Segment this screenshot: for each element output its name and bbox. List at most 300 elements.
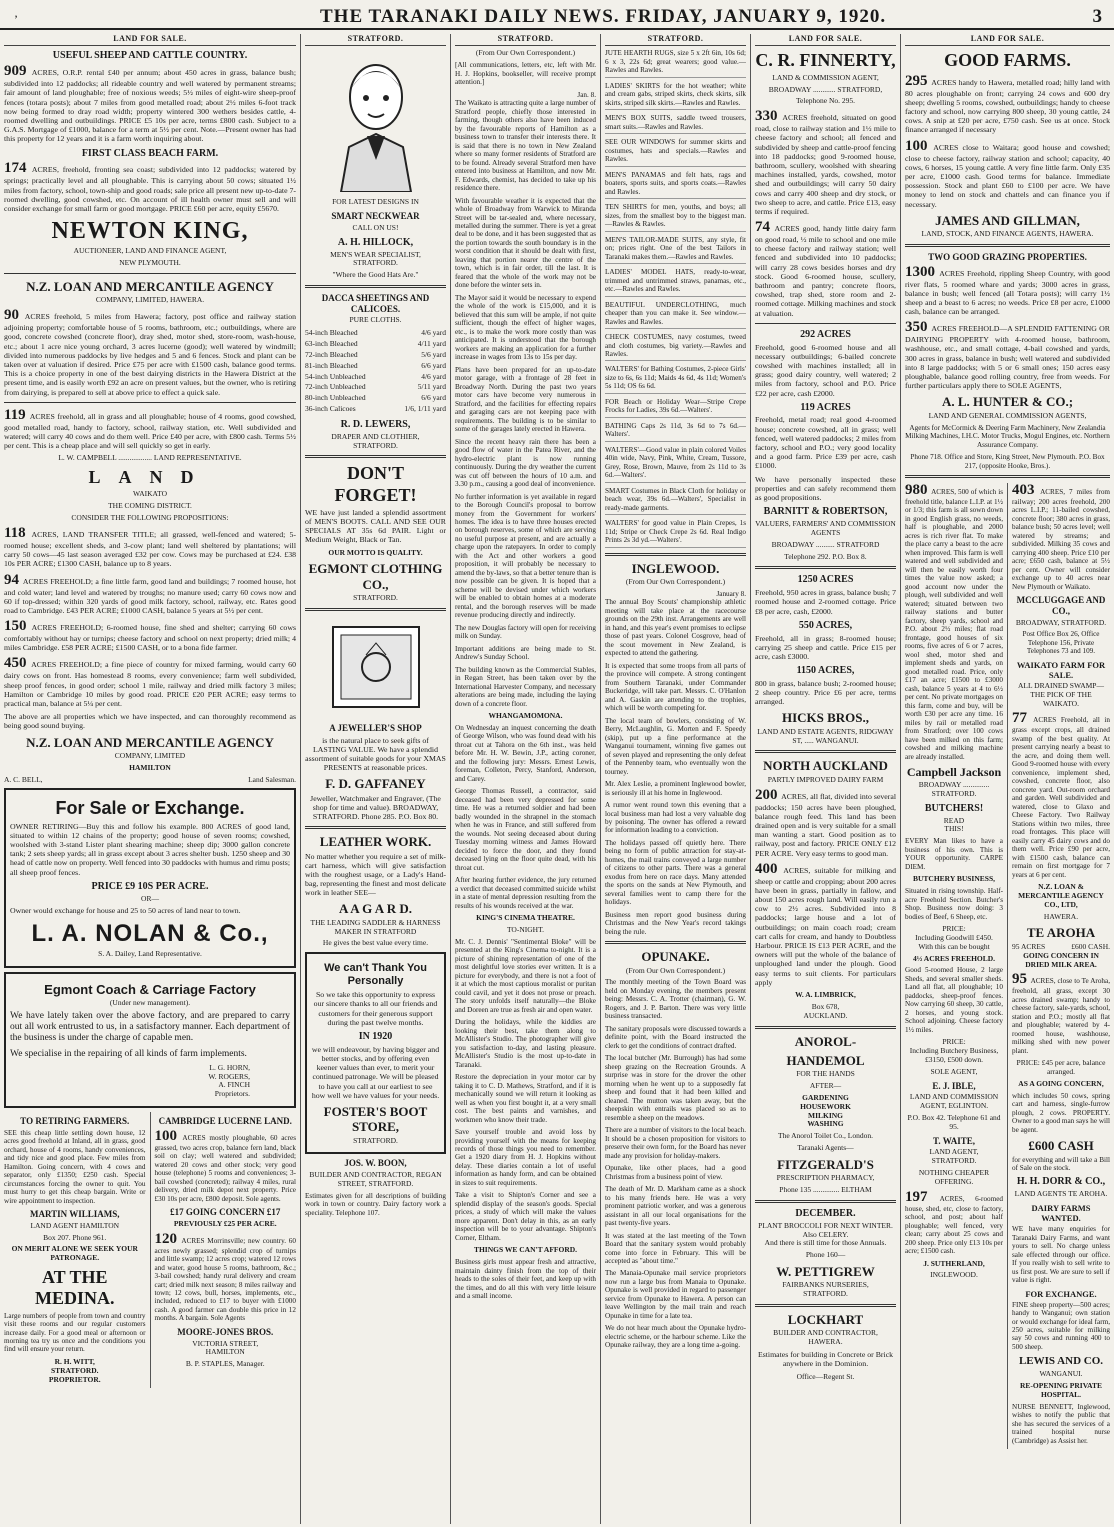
classified-item: LADIES' MODEL HATS, ready-to-wear, trimmed and untrimmed straws, panamas, etc., etc.—Rawles and Rawles. — [605, 268, 746, 296]
agent-name: NEWTON KING, — [51, 218, 249, 245]
news-text: Restore the depreciation in your motor car by taking it to C. D. Mathews, Stratford, and if it is mechanically sound we will return it looking as well as when you first bought it, at a very small cost. The best paints and varnishes, and workmen who know their trade. — [455, 1073, 596, 1124]
price-row — [305, 361, 446, 372]
acreage: 150 — [4, 618, 27, 635]
price-row — [305, 382, 446, 393]
agent-sub: Box 207. Phone 961. — [43, 1232, 107, 1242]
agent-sub: INGLEWOOD. — [930, 1270, 978, 1280]
news-text: We do not hear much about the Opunake hydro-electric scheme, or the harbour scheme. Like the Opunake railway, they are a long time a-going. — [605, 1324, 746, 1350]
agent-name: MCCLUGGAGE AND CO., — [1016, 595, 1106, 616]
agent-sub: VALUERS, FARMERS' AND COMMISSION AGENTS — [755, 518, 896, 537]
cloth-name: 80-inch Unbleached — [305, 393, 366, 403]
acreage: 200 — [755, 786, 778, 803]
ad-body: Situated in rising township. Half-acre Freehold Section. Butcher's Shop. Business now doing: 3 bodies of Beef, 6 Sheep, etc. — [905, 887, 1003, 921]
split-block — [905, 483, 1110, 1449]
cloth-price: 4/6 yard — [421, 371, 446, 381]
news-text: George Thomas Russell, a contractor, said deceased had been very depressed for some time. He was a returned soldier and had been badly wounded in the shrapnel in the stomach when he was in France, and still suffered from the wounds. Not seeing deceased about during Tuesday morning witness and James Howard decided to force the door, and they found deceased lying on the floor quite dead, with his throat cut. — [455, 787, 596, 872]
agent-sub: Post Office Box 26, Office Telephone 156, Private Telephones 73 and 109. — [1022, 630, 1100, 656]
ad-body: We have personally inspected these properties and can safely recommend them as good propositions. — [755, 474, 896, 502]
jewel-case-icon — [321, 617, 431, 717]
classified-item: TEN SHIRTS for men, youths, and boys; all sizes, from the smallest boy to the biggest man.—Rawles & Rawles. — [605, 203, 746, 231]
news-text: It is expected that some troops from all parts of the province will compete. A strong contingent from Southern Taranaki, under Commander Buckeridge, will take part. Messrs. C. O'Hanlon and A. Gaskin are attending to the trophies, which will be worth competing for. — [605, 661, 746, 713]
ad-text — [905, 265, 1110, 317]
agent-name: JOS. W. BOON, — [344, 1158, 407, 1169]
news-text: Take a visit to Shipton's Corner and see a splendid display of the season's goods. Special prices, a study of which will make the values more apparent. Don't delay in this, as an early inspection will be to your advantage. Shipton's Corner, Eltham. — [455, 1191, 596, 1242]
column-2 — [300, 34, 450, 1524]
agent-sub: B. P. STAPLES, Manager. — [185, 1359, 265, 1369]
agent-sub: VICTORIA STREET, HAMILTON — [192, 1338, 259, 1357]
agent-name: W. PETTIGREW — [776, 1264, 875, 1280]
ad-body: ACRES Morrinsville; new country. 60 acres newly grassed; splendid crop of turnips and little swamp; 12 acres crop; watered 12 rows and water, good house 5 rooms, bathroom, &c.; 3-bail cowshed; handy rural delivery and cream cart; dried milk next season; 8 miles railway and town; 12 cows, bull, horses, implements, etc., included, reduced to £17 to buyer with £1000 cash. A good farmer can double this price in 12 months. A bargain. Sole Agents — [154, 1236, 296, 1323]
bottom-split — [4, 1112, 296, 1387]
acreage: 95 — [1012, 971, 1027, 988]
classified-item: LADIES' SKIRTS for the hot weather; white and cream gabs, striped skirts, check skirts, silk skirts, striped silk skirts.—Rawles and Rawles. — [605, 82, 746, 110]
classified-list — [605, 49, 746, 547]
cloth-price: 4/6 yard — [421, 328, 446, 338]
agent-sub: WANGANUI. — [1039, 1369, 1083, 1379]
news-text: The death of Mr. D. Markham came as a shock to his many friends here. He was a very prominent patriotic worker, and was a generous assistant in all our local organisations for the past twenty-five years. — [605, 1185, 746, 1228]
price-row — [305, 404, 446, 415]
ad-text — [4, 161, 296, 213]
ad-text — [755, 788, 896, 858]
classified-item: SEE OUR WINDOWS for summer skirts and costumes, hats and specials.—Rawles and Rawles. — [605, 138, 746, 166]
subhead: THINGS WE CAN'T AFFORD. — [473, 1245, 578, 1255]
representative: L. W. CAMPBELL .................. LAND REPRESENTATIVE. — [58, 453, 242, 463]
ad-heading: NOTHING CHEAPER OFFERING. — [918, 1167, 990, 1186]
column-3 — [450, 34, 600, 1524]
column-head: LAND FOR SALE. — [755, 34, 896, 46]
ad-heading: SMART NECKWEAR — [331, 211, 420, 222]
ad-body: ACRES Freehold, rippling Sheep Country, with good river flats, 5 roomed whare and yards; 3000 acres in grass, balance in bush; well fenced (all Totara posts); will carry 1½ sheep and a beast to 6 acres; no weeds. Price £8 per acre, £1000 cash, balance can be arranged. — [905, 268, 1110, 317]
ad-body: We have lately taken over the above factory, and are prepared to carry out all work entrusted to us, in a satisfactory manner. Each department of the business is under the charge of capable men. — [10, 1010, 290, 1044]
masthead — [0, 0, 1114, 30]
acres: 95 ACRES — [1012, 941, 1046, 951]
ad-heading: 292 ACRES — [800, 328, 851, 340]
agent-name: HICKS BROS., — [781, 710, 870, 726]
ad-text: CALL ON US! — [352, 222, 399, 232]
jewellery-illustration — [321, 617, 431, 717]
ad-heading: TWO GOOD GRAZING PROPERTIES. — [928, 251, 1087, 262]
ad-text — [1012, 711, 1110, 879]
agent-sub: BROADWAY .............. STRATFORD. — [918, 780, 990, 798]
cloth-name: 54-inch Unbleached — [305, 371, 366, 381]
ad-text — [905, 1190, 1003, 1256]
ad-body: ACRES, close to Te Aroha, freehold, all grass, except 30 acres drained swamp; handy to cheese factory, sale-yards, school, station and P.O.; mostly all flat and ploughable; watered by 4-roomed house, washhouse, milking shed with new power plant. — [1012, 977, 1110, 1055]
byline: (From Our Own Correspondent.) — [625, 577, 726, 587]
classified-item: WALTERS' for Bathing Costumes, 2-piece Girls' size to 6s, 6s 11d; Maids 4s 6d, 4s 11d; Women's 5s 11d; OS 6s 6d. — [605, 365, 746, 393]
ad-body: ACRES freehold, all in grass and all ploughable; house of 4 rooms, good cowshed, good metalled road, handy to factory, school, railway station, etc. Well subdivided and watered; will carry 40 cows and do them well. Price £40 per acre, with £800 cash. Terms 5½ per cent. This is a cheap place and will sell quickly so get in early. — [4, 411, 296, 451]
byline: (From Our Own Correspondent.) — [625, 965, 726, 975]
ad-body: NURSE BENNETT, Inglewood, wishes to notify the public that she has secured the services of a trained hospital nurse (Cambridge) as Assist her. — [1012, 1402, 1110, 1445]
news-text: There are a number of visitors to the local beach. It should be a chosen proposition for visitors to preserve their own form, for the Board has never made any provision for holiday-makers. — [605, 1126, 746, 1160]
signature: Land Salesman. — [248, 774, 296, 784]
ad-body: Estimates given for all descriptions of building work in town or country. Dairy factory work a speciality. Telephone 107. — [305, 1191, 446, 1217]
subhead: KING'S CINEMA THEATRE. — [476, 913, 575, 923]
section-heading: INGLEWOOD. — [631, 560, 720, 576]
ad-body: Owner would exchange for house and 25 to 50 acres of land near to town. — [10, 906, 241, 916]
agent-name: F. D. GAFFANEY — [325, 776, 426, 792]
dateline: January 8. — [716, 589, 746, 598]
land-sub: CONSIDER THE FOLLOWING PROPOSITIONS: — [71, 513, 229, 523]
ad-text — [4, 64, 296, 143]
ad-body: WE have many enquiries for Taranaki Dairy Farms, and want yours to sell. No charge unless sale effected through our office. If you really wish to sell write to us first post. We are sure to sell if value is right. — [1012, 1225, 1110, 1285]
page-number: 3 — [1092, 6, 1102, 27]
ad-body: ACRES, suitable for milking and sheep or cattle and cropping; about 200 acres have been in grass, partially in fallow, and about 150 acres rough land. Will easily run a cow to 2½ acres. Subdivided into 8 paddocks; large house and a lot of outbuildings; on main coach road; cream cart calls for cream, and handy to Doubtless Harbour. PRICE IS £13 PER ACRE, and the owners will put the whole of the balance of unploughed land under the plough. Good easy terms to suit clients. For particulars apply — [755, 865, 896, 987]
thanks-box — [305, 952, 446, 1154]
product-name: ANOROL- — [794, 1033, 857, 1049]
agent-sub: LAND AGENTS TE AROHA. — [1014, 1189, 1108, 1199]
ad-body: ACRES handy to Hawera, metalled road; hilly land with 80 acres ploughable on front; carrying 24 cows and 600 dry sheep; dwelling 5 rooms, cowshed, outbuildings; handy to cheese factory and school, now carrying 800 sheep, 30 young cattle, 24 cows. A snip at £20 per acre, £750 cash. See us at once. Stock finance arranged if necessary — [905, 77, 1110, 135]
cloth-price: 6/6 yard — [421, 360, 446, 370]
ad-heading: 119 ACRES — [800, 401, 851, 413]
proprietors: L. G. HORN, W. ROGERS, A. FINCH Proprietors. — [208, 1062, 250, 1099]
ad-sub: PURE CLOTHS. — [349, 315, 402, 325]
land-heading: LAND — [88, 467, 212, 488]
acreage: 100 — [154, 1127, 177, 1144]
news-text: The Waikato is attracting quite a large number of Stratford people, chiefly those interested in farming, though others also have been induced by the favourable reports of Hamilton as a business town to transfer their interests there. It is said that there is no town in New Zealand where so many former residents of Stratford are to be found. Already several Stratford men have entered into business at Hamilton, and now Mr. F. Edwards, chemist, has decided to take up his residence there. — [455, 99, 596, 193]
news-text: The new Douglas factory will open for receiving milk on Sunday. — [455, 623, 596, 641]
rule — [605, 553, 746, 556]
ad-body: ACRES, 7 miles from railway; 200 acres freehold, 200 acres L.I.P.; 11-bailed cowshed, concrete floor; 380 acres in grass, balance bush; 50 acres level; well watered by streams; and subdivided. Milking 35 cows and carrying 400 sheep. Price £10 per acre; £650 cash, balance at 5½ per cent. Owner will consider exchange up to 40 acres near New Plymouth or Waikato. — [1012, 487, 1110, 591]
agent-sub: HAMILTON — [129, 762, 171, 772]
ad-body: ACRES, 6-roomed house, shed, etc, close to factory, school, and post; about half ploughable; well fenced, very clean; carry about 25 cows and 200 sheep. Price only £13 10s per acre; £1500 cash. — [905, 1194, 1004, 1256]
agent-name: A. L. HUNTER & CO.; — [941, 394, 1074, 410]
ad-body: ACRES, O.R.P. rental £40 per annum; about 450 acres in grass, balance bush; subdivided into 12 paddocks; all rideable country and well watered by permanent streams; fair amount of land ploughable; free of noxious weeds; 5½ miles of eight-wire sheep-proof fences (totara posts); about 7 miles from good metalled road; about 2½ miles 6-foot track now being formed to dray road width; property wintered 300 wethers besides cattle, 4-roomed dwelling and outbuildings. PRICE £5 10s per acre, terms £800 cash. Subject to a G.A.S. Mortgage of £1000, balance for a term at 5½ per cent. Note.—Present owner has had this property for 12 years and it is a farm worth inquiring about. — [4, 68, 296, 144]
land-sub: WAIKATO — [132, 489, 168, 499]
news-text: A rumor went round town this evening that a local business man had lost a very valuable dog by poisoning. The owner has offered a reward for information leading to a conviction. — [605, 801, 746, 835]
product-sub: AFTER— — [809, 1081, 842, 1091]
acreage: 120 — [154, 1230, 177, 1247]
price: PRICE: £45 per acre, balance arranged. — [1016, 1058, 1106, 1077]
news-text: The local butcher (Mr. Burrough) has had some sheep grazing on the Recreation Grounds. A surprise was in store for the drover the other morning when he went up to a supposedly fat sheep and found that it had been killed and cleaned. The mutton was taken away, but the sheepskin with entrails was placed so as to resemble a sheep on the meadows. — [605, 1054, 746, 1122]
agent-name: MARTIN WILLIAMS, — [29, 1209, 120, 1220]
acreage: 1300 — [905, 263, 935, 280]
acreage: 197 — [905, 1188, 928, 1205]
acreage: 119 — [4, 406, 26, 423]
land-sub: THE COMING DISTRICT. — [108, 501, 192, 511]
ad-body: is the natural place to seek gifts of LASTING VALUE. We have a splendid assortment of suitable goods for your XMAS PRESENTS at reasonable prices. — [305, 735, 446, 773]
acreage: 350 — [905, 319, 928, 336]
classified-item: FOR Beach or Holiday Wear—Stripe Crepe Frocks for Ladies, 39s 6d.—Walters'. — [605, 398, 746, 418]
ad-heading: RE-OPENING PRIVATE HOSPITAL. — [1019, 1381, 1103, 1400]
cloth-name: 72-inch Unbleached — [305, 382, 366, 392]
right-half — [1007, 483, 1110, 1449]
price: £600 CASH. — [1071, 941, 1110, 951]
classified-item: MEN'S BOX SUITS, saddle tweed trousers, smart suits.—Rawles and Rawles. — [605, 114, 746, 134]
ad-text — [905, 74, 1110, 135]
acreage: 400 — [755, 860, 778, 877]
product-sub: FOR THE HANDS — [796, 1069, 855, 1079]
agent-sub: COMPANY, LIMITED — [114, 750, 186, 760]
ad-heading: 1250 ACRES — [797, 574, 854, 586]
right-half — [150, 1112, 297, 1387]
ad-heading: 1150 ACRES, — [796, 665, 855, 677]
rule — [4, 273, 296, 274]
agent-name: H. H. DORR & CO., — [1016, 1176, 1106, 1188]
agent-name: A A G A R D. — [339, 901, 412, 917]
price-row — [305, 350, 446, 361]
agent-sub: THE LEADING SADDLER & HARNESS MAKER IN STRATFORD — [310, 917, 441, 936]
news-text: Mr. C. J. Dennis' "Sentimental Bloke" will be presented at the King's Cinema to-night. It is a picture of shining representation of one of the most delightful love stories ever written. It is a picture for everybody, and there is not a foot of it at which the most captious moralist or puritan could cavil, and yet it does not prose or preach. The story unfolds itself naturally—the Bloke and Doreen are true as fresh air and open water. — [455, 937, 596, 1014]
section-heading: OPUNAKE. — [641, 949, 710, 965]
agent-name: J. SUTHERLAND, — [923, 1258, 985, 1268]
ad-sub: ALL DRAINED SWAMP—THE PICK OF THE WAIKATO. — [1018, 680, 1104, 708]
cloth-price: 5/6 yard — [421, 349, 446, 359]
agent-sub: BUILDER AND CONTRACTOR, REGAN STREET, STRATFORD. — [309, 1170, 442, 1188]
ad-sub: READ THIS! — [943, 815, 965, 834]
price-row — [305, 372, 446, 383]
price-row — [305, 393, 446, 404]
column-4 — [600, 34, 750, 1524]
tagline: "Where the Good Hats Are." — [332, 270, 419, 280]
ad-body: ACRES freehold, 5 miles from Hawera; factory, post office and railway station adjoining property; comfortable house of 5 rooms, bathroom, etc.; outbuildings, where are good, concrete cowshed (concrete floor), dray shed, motor shed, store-room, wash-house, etc.; about 1 acre nice young orchard, 3 acres lucerne (good); well watered by windmill; divided into numerous paddocks by live hedges and 5 and 6 fences. Stock and plant can be taken over at valuation if desired. Price £75 per acre with £1500 cash, balance good terms. This is a choice property in one of the best dairying districts in the Hawera District at the present time, and is easily worth £92 an acre on present values, but the owner, who is retiring from dairying, is prepared to sell at above price to effect a quick sale. — [4, 312, 296, 397]
agent-sub: MEN'S WEAR SPECIALIST, STRATFORD. — [330, 249, 421, 268]
agent-name: W. A. LIMBRICK, — [795, 989, 856, 999]
product-sub: Taranaki Agents— — [797, 1143, 854, 1153]
ad-heading: USEFUL SHEEP AND CATTLE COUNTRY. — [52, 50, 248, 62]
product-name: HANDEMOL — [786, 1052, 865, 1068]
ad-body: ACRES, all flat, divided into several paddocks; 150 acres have been ploughed, balance rough feed. This land has been drained open and is very suitable for a small man wanting a start. Good position as to railway, post and factory. PRICE ONLY £12 PER ACRE. Very easy terms to good man. — [755, 791, 896, 858]
news-text: The local team of bowlers, consisting of W. Berry, McLaughlin, G. Morten and F. Speedy (skip), put up a fine performance at the Wanganui tournament, winning five games out of seven played and representing the only defeat of the Pennenby team, who eventually won the tourney. — [605, 716, 746, 776]
ad-body: Estimates for building in Concrete or Brick anywhere in the Dominion. — [757, 1350, 894, 1369]
classified-item: WALTERS' for good value in Plain Crepes, 1s 11d; Stripe or Check Crepe 2s 6d. Real Indigo Prints 2s 3d yd.—Walters'. — [605, 519, 746, 547]
ad-heading: DAIRY FARMS WANTED. — [1031, 1203, 1091, 1224]
news-text: Opunake, like other places, had a good Christmas from a business point of view. — [605, 1164, 746, 1181]
column-head: STRATFORD. — [605, 34, 746, 46]
ad-text — [1012, 483, 1110, 591]
news-text: No further information is yet available in regard to the Borough Council's proposal to borrow money from the Government for workers' homes. The idea is to have three houses erected on borough reserves, some of which are serving no useful purpose at present, and are actually a charge upon the ratepayers. In order to comply with the Act and other workers a good proposition, it will probably be necessary to amend the by-laws, so that a better tenure than is now possible can be given. It is hoped that a scheme will be devised under which workers will be enabled to obtain homes at a moderate rental, and the borough reserves will be made revenue producing directly and indirectly. — [455, 492, 596, 620]
agent-name: Campbell Jackson — [906, 765, 1002, 779]
news-text: On Wednesday an inquest concerning the death of George Wilson, who was found dead with his throat cut at Tahora on the 6th inst., was held before Mr. H. W. Bewin, J.P., acting coroner, and the following jury: Messrs. Ernest Lewis, foreman, Colleton, Percy, Stanford, Anderson, and Carey. — [455, 724, 596, 783]
signature-row — [4, 776, 296, 785]
cloth-name: 63-inch Bleached — [305, 338, 358, 348]
ad-text — [155, 1232, 297, 1323]
agent-name: JAMES AND GILLMAN, — [935, 212, 1080, 228]
acreage: 174 — [4, 160, 27, 177]
agent-sub: BROADWAY, STRATFORD. — [1015, 617, 1107, 627]
column-head: LAND FOR SALE. — [4, 34, 296, 46]
agent-name: L. A. NOLAN & Co., — [31, 919, 269, 947]
ad-body: for everything and will take a Bill of Sale on the stock. — [1012, 1155, 1110, 1172]
ad-text — [755, 109, 896, 216]
acreage: 450 — [4, 655, 27, 672]
ad-heading: LEATHER WORK. — [319, 834, 432, 850]
ad-text — [4, 619, 296, 652]
price-row — [305, 328, 446, 339]
agent-sub: NEW PLYMOUTH. — [119, 258, 181, 268]
agent-name: LEWIS AND CO. — [1018, 1355, 1104, 1368]
ad-heading: AT THE MEDINA. — [35, 1267, 115, 1309]
ad-sub: GOING CONCERN IN DRIED MILK AREA. — [1023, 950, 1099, 969]
ad-body: 800 in grass, balance bush; 2-roomed house; 2 sheep country. Price £6 per acre, terms arranged. — [755, 678, 896, 707]
ad-heading: 4½ ACRES FREEHOLD. — [912, 953, 996, 963]
dateline: Jan. 8. — [577, 90, 596, 99]
agent-sub: LAND, STOCK, AND FINANCE AGENTS, HAWERA. — [921, 229, 1094, 239]
ad-heading: DECEMBER. — [795, 1207, 856, 1219]
agent-sub: P.O. Box 42. Telephone 61 and 95. — [907, 1112, 1001, 1131]
agent-name: BARNITT & ROBERTSON, — [763, 506, 888, 518]
acreage: 295 — [905, 72, 928, 89]
ad-text: FOR LATEST DESIGNS IN — [332, 197, 419, 207]
signature: R. H. WITT, STRATFORD. PROPRIETOR. — [48, 1356, 101, 1384]
ad-body: ACRES, freehold, fronting sea coast; subdivided into 12 paddocks; watered by springs; practically level and all ploughable. This is carrying about 50 cows; situated 1½ miles from factory, school, town-ship and good roads; sale price all present new up-to-date 7-roomed dwelling, good cowshed, etc. On account of ill health owner must sell and will consider exchange for small farm or good mortgage. PRICE £60 per acre, equity £5670. — [4, 165, 296, 213]
ad-text — [4, 408, 296, 451]
ad-heading: DON'T FORGET! — [334, 463, 417, 505]
news-text: The Manaia-Opunake mail service proprietors now run a large bus from Manaia to Opunake. Opunake is well provided in regard to passenger service from Opunake to Hawera. A person can leave Wellington by the mail train and reach Opunake in time for a late tea. — [605, 1269, 746, 1320]
agent-name: N.Z. LOAN AND MERCANTILE AGENCY — [26, 734, 274, 750]
cloth-name: 81-inch Bleached — [305, 360, 358, 370]
cloth-price: 1/6, 1/11 yard — [404, 404, 446, 414]
box-heading: For Sale or Exchange. — [55, 798, 245, 819]
ad-body: ACRES freehold, situated on good road, close to railway station and 1½ mile to cheese factory and school; all fenced and subdivided by sheep and cattle-proof fencing into 18 paddocks; good 9-roomed house, bathroom, scullery, woolshed with shearing machines installed, yards, cowshed, motor shed and outbuildings; will carry 50 dairy cows and carry 400 sheep and dry stock, or two sheep to acre, and cattle. Price £13, easy terms if required. — [755, 113, 896, 216]
ad-heading: WAIKATO FARM FOR SALE. — [1016, 659, 1106, 680]
cloth-price: 4/11 yard — [417, 338, 446, 348]
news-text: Since the recent heavy rain there has been a good flow of water in the Patea River, and the hydro-electric plant is now running continuously. During the dry weather the current was cut off between the hours of 10 a.m. and 3.30 p.m., causing a good deal of inconvenience. — [455, 437, 596, 489]
subhead: TO-NIGHT. — [506, 925, 544, 935]
news-text: Plans have been prepared for an up-to-date motor garage, with a frontage of 28 feet in Broadway North. During the past two years motor cars have become very numerous in Stratford, and the facilities for effecting repairs and garaging cars are not keeping pace with requirements. The building is to be similar to some of the garages lately erected in Hawera. — [455, 365, 596, 434]
man-portrait-illustration — [321, 52, 431, 192]
factory-box — [4, 972, 296, 1108]
agent-sub: STRATFORD. — [353, 593, 398, 603]
news-text: Mr. Alex Leslie, a prominent Inglewood bowler, is seriously ill at his home in Inglewood. — [605, 780, 746, 797]
ad-heading: TO RETIRING FARMERS. — [20, 1116, 130, 1127]
news-text: During the holidays, while the kiddies are looking their best, take them along to McAllister's Studio. The photographer will give you satisfaction to-day, and lasting pleasure. McAllister's Studio is the most up-to-date in Taranaki. — [455, 1018, 596, 1069]
agent-sub: LAND & COMMISSION AGENT, — [772, 72, 879, 82]
rule — [305, 608, 446, 611]
ad-text — [905, 139, 1110, 209]
acreage: 74 — [755, 219, 770, 236]
masthead-title: THE TARANAKI DAILY NEWS. FRIDAY, JANUARY 9, 1920. — [320, 6, 887, 27]
ad-heading: BUTCHERY BUSINESS, — [913, 874, 995, 884]
cloth-name: 54-inch Bleached — [305, 328, 358, 338]
box-heading: We can't Thank You Personally — [324, 962, 427, 988]
ad-text — [155, 1129, 297, 1203]
ad-heading: TE AROHA — [1026, 925, 1096, 941]
rule — [755, 566, 896, 569]
ad-body: No matter whether you require a set of milk-cart harness, which will give satisfaction with the roughest usage, or a Lady's Hand-bag, representing the finest and most delicate work in leather SEE— — [305, 851, 446, 898]
ad-heading: A JEWELLER'S SHOP — [329, 722, 422, 733]
news-text: The building known as the Commercial Stables, in Regan Street, has been taken over by the International Harvester Company, and necessary alterations are being made, including the laying down of a concrete floor. — [455, 665, 596, 708]
rule — [305, 455, 446, 458]
agent-sub: Office—Regent St. — [796, 1371, 855, 1381]
ad-heading: 550 ACRES, — [798, 619, 853, 631]
rule — [755, 1026, 896, 1029]
agent-sub: Telephone No. 295. — [795, 96, 856, 106]
ad-heading: FOR EXCHANGE. — [1025, 1288, 1097, 1299]
ad-text — [905, 320, 1110, 390]
price: PREVIOUSLY £25 PER ACRE. — [173, 1218, 277, 1228]
column-1 — [0, 34, 300, 1524]
acreage: 330 — [755, 108, 778, 125]
rule — [905, 244, 1110, 247]
rule — [305, 826, 446, 829]
classified-item: BATHING Caps 2s 11d, 3s 6d to 7s 6d.—Walters'. — [605, 422, 746, 442]
agent-sub: STRATFORD. — [353, 1135, 398, 1145]
ad-heading: NORTH AUCKLAND — [763, 758, 888, 774]
ad-body: FINE sheep property—500 acres; handy to Wanganui; own station or would exchange for ideal farm, 250 acres, suitable for milking say 50 cows and running 400 to 500 sheep. — [1012, 1300, 1110, 1351]
rule — [755, 323, 896, 324]
price: PRICE £9 10S PER ACRE. — [91, 880, 209, 892]
rule — [755, 750, 896, 753]
ad-body: ACRES FREEHOLD—A SPLENDID FATTENING OR DAIRYING PROPERTY with 4-roomed house, bathroom, washhouse, etc., and small cottage, 4-bail cowshed and yards, 300 acres in grass, balance in bush; well watered and subdivided into 8 large paddocks; with 5 or 6 small ones; 150 acres easy ploughable, balance good rolling country, free from weeds. For further particulars apply there to SOLE AGENTS, — [905, 324, 1110, 391]
classified-item: CHECK COSTUMES, navy costumes, tweed and cloth costumes, big variety.—Rawles and Rawles. — [605, 333, 746, 361]
ad-body: which includes 50 cows, spring cart and harness, single-furrow plough, 2 cows. PROPERTY. Owner to a good man says he will be agent. — [1012, 1091, 1111, 1134]
ad-body: Phone 160— — [805, 1250, 846, 1260]
ad-text — [755, 220, 896, 318]
acreage: 100 — [905, 137, 928, 154]
price: PRICE: Including Butchery Business, £3150, £500 down. — [909, 1037, 999, 1064]
cloth-price: 5/11 yard — [417, 382, 446, 392]
box-heading: Egmont Coach & Carriage Factory — [44, 981, 256, 997]
ad-body: We specialise in the repairing of all kinds of farm implements. — [10, 1048, 247, 1059]
news-text: Important additions are being made to St. Andrew's Sunday School. — [455, 644, 596, 662]
agent-name: R. D. LEWERS, — [340, 418, 411, 430]
agent-sub: LAND AGENT HAMILTON — [30, 1220, 120, 1230]
ad-text: The above are all properties which we have inspected, and can thoroughly recommend as being good sound buying. — [4, 712, 296, 731]
agent-name: LOCKHART — [787, 1312, 864, 1328]
agent-sub: S. A. Dailey, Land Representative. — [98, 948, 202, 958]
price: £17 GOING CONCERN £17 — [170, 1207, 281, 1218]
ad-body: PLANT BROCCOLI FOR NEXT WINTER. Also CELERY. And there is still time for those Annuals. — [758, 1220, 893, 1248]
agent-sub: DRAPER AND CLOTHIER, STRATFORD. — [331, 431, 420, 450]
classified-item: MEN'S PANAMAS and felt hats, rags and boaters, sports suits, and sports coats.—Rawles and Rawles. — [605, 171, 746, 199]
agent-name: EGMONT CLOTHING CO., — [308, 561, 443, 592]
rule — [605, 941, 746, 944]
ad-body: ACRES, 500 of which is freehold title, balance L.I.P. at 1½ or 1/3; this farm is all sown down in good English grass, no weeds, half is ploughable, and 2000 acres is rich river flat. To make the place carry a beast to the acre when improved. This farm is well watered and well subdivided and will then be easily worth four times the value now asked; a good account now under the plough, well subdivided and well watered; situated between two railway stations and butter factory, sheep yards, school and P.O. about 2½ miles; flat road frontage, good houses of six rooms, five acres of 6 or 7 acres, wool shed, motor shed and implement sheds and yards, on good metalled road. Price, only £17 an acre; £1500 to £3000 cash, balance 5 years at 4 to 6½ per cent. No private mortgages on this farm, come and buy, will be worth £30 per acre any time. 16 miles by rail or metalled road from Stratford; over 100 cows have been milked on this farm; cowshed and milking machine are already installed. — [905, 487, 1003, 761]
price: PRICE: Including Goodwill £450. With this can be bought — [915, 924, 993, 951]
news-text: [All communications, letters, etc, left with Mr. H. J. Hopkins, bookseller, will receive prompt attention.] — [455, 61, 596, 87]
agent-name: C. R. FINNERTY, — [755, 50, 896, 71]
ad-text — [905, 483, 1003, 761]
column-head: LAND FOR SALE. — [905, 34, 1110, 46]
ad-heading: IN 1920 — [358, 1030, 393, 1042]
news-text: The annual Boy Scouts' championship athletic meeting will take place at the racecourse grounds on the 29th inst. Arrangements are well in hand, and this year's event promises to eclipse those of past years. Colonel Cosgrove, head of the scout movement in New Zealand, is expected to attend the gathering. — [605, 598, 746, 658]
cloth-name: 36-inch Calicoes — [305, 404, 356, 414]
exchange-box — [4, 788, 296, 967]
portrait-icon — [321, 52, 431, 192]
ad-body: ACRES FREEHOLD; a fine piece of country for mixed farming, would carry 60 dairy cows on front. Has homestead 8 rooms, every convenience; farm well subdivided, sheep proof fences, in good order; school 1 mile, railway and dried milk factory 3 miles; Hamilton or Cambridge 10 miles by good road. PRICE £20 PER ACRE; easy terms to practical man, balance at 5¼ per cent. — [4, 660, 296, 708]
agent-sub: BUILDER AND CONTRACTOR, HAWERA. — [773, 1328, 878, 1347]
ad-body: Agents for McCormick & Deering Farm Machinery, New Zealandia Milking Machines, I.H.C. Motor Trucks, Mogul Engines, etc. Northern Assurance Company. — [905, 423, 1110, 449]
acreage: 90 — [4, 307, 19, 324]
agent-sub: LAND AND COMMISSION AGENT, EGLINTON. — [909, 1092, 999, 1111]
acreage: 909 — [4, 63, 27, 80]
news-text: Business girls must appear fresh and attractive, maintain dainty finish from the top of their heads to the soles of their feet, and keep up with the times, and do all this with very little leisure and a small income. — [455, 1258, 596, 1301]
ad-body: ACRES mostly ploughable, 60 acres grassed, two acres crop, balance fern land, black soil on clay; well watered and subdivided; watered 20 cows and other stock; very good house (telephone) 5 rooms and conveniences; 3-bail cowshed (concreted); railway 4 miles, rural delivery, dried milk depot next property. Price £30 10s per acre, £800 deposit. Sole agents. — [154, 1133, 296, 1203]
rule — [755, 1200, 896, 1203]
agent-sub: Box 678, AUCKLAND. — [803, 1001, 848, 1020]
price-table — [305, 328, 446, 415]
agent-sub: BROADWAY .......... STRATFORD — [771, 539, 880, 549]
rule — [755, 1304, 896, 1307]
ad-body: EVERY Man likes to have a business of his own. This is YOUR opportunity. CARPE DIEM. — [905, 837, 1003, 871]
ad-heading: FIRST CLASS BEACH FARM. — [81, 147, 219, 159]
price-row — [305, 339, 446, 350]
agent-sub: COMPANY, LIMITED, HAWERA. — [95, 295, 205, 305]
signature: A. C. BELL, — [4, 774, 43, 784]
ad-heading: DACCA SHEETINGS AND CALICOES. — [321, 293, 430, 314]
masthead-mark: ’ — [14, 12, 18, 26]
acreage: 980 — [905, 481, 928, 498]
ad-text — [4, 308, 296, 397]
agent-sub: Jeweller, Watchmaker and Engraver, (The shop for time and value). BROADWAY, STRATFORD. Phone 285. P.O. Box 80. — [310, 793, 441, 821]
agent-sub: Phone 135 .............. ELTHAM — [779, 1185, 872, 1195]
agent-name: N.Z. LOAN AND MERCANTILE AGENCY — [26, 279, 274, 295]
agent-sub: PRESCRIPTION PHARMACY, — [776, 1173, 875, 1183]
news-text: The sanitary proposals were discussed towards a definite point, with the Board instructed the clerk to get the conditions of contract drafted. — [605, 1024, 746, 1050]
ad-text — [4, 656, 296, 708]
agent-name: MOORE-JONES BROS. — [177, 1326, 274, 1337]
ad-body: Phone 718. Office and Store, King Street, New Plymouth. P.O. Box 217, (opposite Hooke, Bros.). — [910, 453, 1105, 470]
